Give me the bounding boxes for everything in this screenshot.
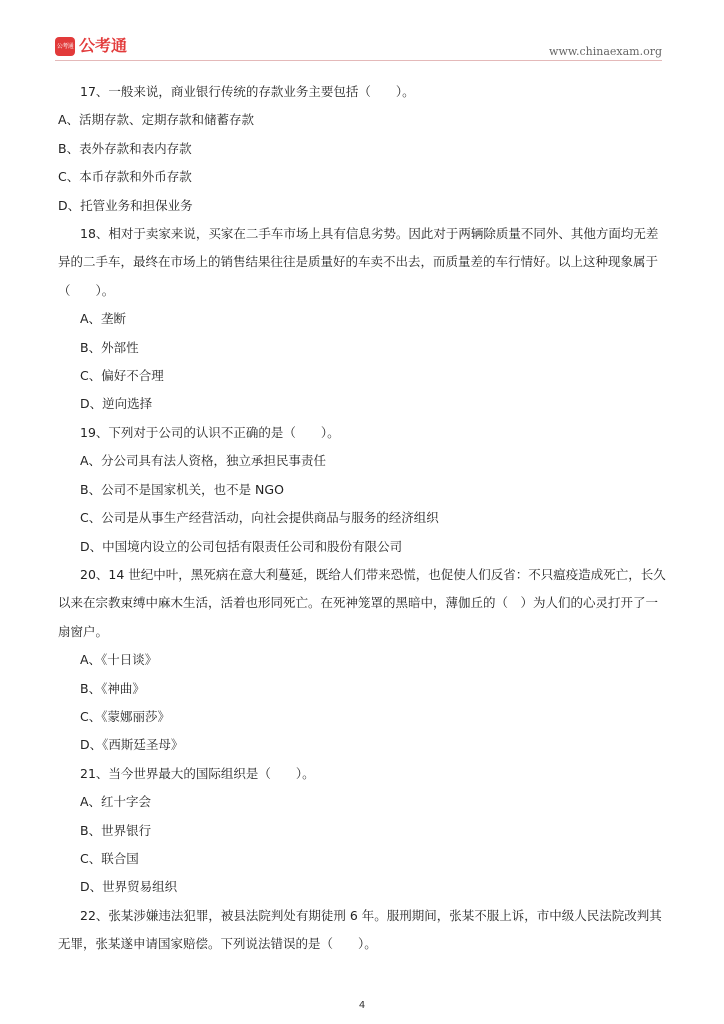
option-c: C、偏好不合理 <box>80 368 164 384</box>
question-19 <box>58 419 666 561</box>
question-stem: 19、下列对于公司的认识不正确的是（ ）。 <box>80 424 340 440</box>
option-a: A、活期存款、定期存款和储蓄存款 <box>58 112 255 128</box>
question-stem-cont: 无罪，张某遂申请国家赔偿。下列说法错误的是（ ）。 <box>58 936 377 952</box>
option-b: B、外部性 <box>80 339 139 355</box>
page-number: 4 <box>358 1000 366 1011</box>
site-url: www.chinaexam.org <box>549 45 662 58</box>
option-c: C、公司是从事生产经营活动，向社会提供商品与服务的经济组织 <box>80 510 439 526</box>
question-stem-cont: （ ）。 <box>58 282 115 298</box>
option-a: A、分公司具有法人资格，独立承担民事责任 <box>80 453 327 469</box>
question-stem: 17、一般来说，商业银行传统的存款业务主要包括（ ）。 <box>80 84 415 99</box>
option-c: C、联合国 <box>80 850 139 866</box>
option-d: D、中国境内设立的公司包括有限责任公司和股份有限公司 <box>80 538 403 554</box>
question-stem: 22、张某涉嫌违法犯罪，被县法院判处有期徒刑 6 年。服刑期间，张某不服上诉，市中级人民法院改判其 <box>80 907 662 923</box>
option-d: D、逆向选择 <box>80 396 153 412</box>
question-22 <box>58 902 666 959</box>
question-18 <box>58 220 666 419</box>
header-divider <box>55 60 662 61</box>
logo <box>55 36 127 56</box>
option-d: D、世界贸易组织 <box>80 879 178 895</box>
option-a: A、垄断 <box>80 311 127 327</box>
option-a: A、红十字会 <box>80 794 152 810</box>
question-stem: 18、相对于卖家来说，买家在二手车市场上具有信息劣势。因此对于两辆除质量不同外、其他方面均无差 <box>80 226 659 242</box>
option-c: C、本币存款和外币存款 <box>58 169 192 185</box>
question-stem: 21、当今世界最大的国际组织是（ ）。 <box>80 765 315 781</box>
question-stem-cont: 扇窗户。 <box>58 623 109 639</box>
option-a: A、《十日谈》 <box>80 652 158 668</box>
question-list <box>58 78 666 959</box>
question-21 <box>58 760 666 902</box>
option-b: B、世界银行 <box>80 822 152 838</box>
logo-text: 公考通 <box>79 36 128 55</box>
question-17 <box>58 78 666 220</box>
option-d: D、《西斯廷圣母》 <box>80 737 184 753</box>
option-b: B、《神曲》 <box>80 680 145 696</box>
question-stem-cont: 异的二手车，最终在市场上的销售结果往往是质量好的车卖不出去，而质量差的车行情好。以上这种现象属于 <box>58 254 659 270</box>
question-20 <box>58 561 666 760</box>
option-d: D、托管业务和担保业务 <box>58 197 193 213</box>
question-stem-cont: 以来在宗教束缚中麻木生活，活着也形同死亡。在死神笼罩的黑暗中，薄伽丘的（ ）为人们的心灵打开了一 <box>58 595 659 611</box>
option-b: B、公司不是国家机关，也不是 NGO <box>80 481 284 497</box>
question-stem: 20、14 世纪中叶，黑死病在意大利蔓延，既给人们带来恐慌，也促使人们反省：不只瘟疫造成死亡，长久 <box>80 566 666 582</box>
option-c: C、《蒙娜丽莎》 <box>80 708 170 724</box>
option-b: B、表外存款和表内存款 <box>58 140 192 156</box>
logo-badge-icon: 公考通 <box>55 37 75 56</box>
page-header <box>0 0 724 70</box>
